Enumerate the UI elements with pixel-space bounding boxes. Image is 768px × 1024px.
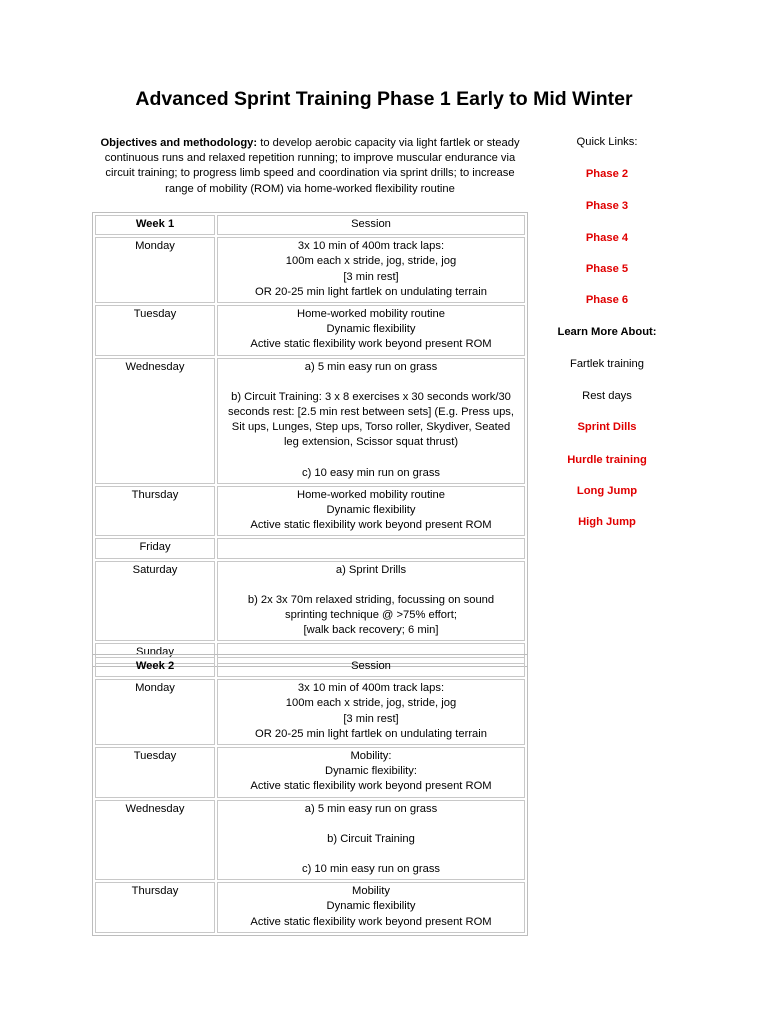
week-2-table	[92, 654, 528, 936]
link-long-jump[interactable]: Long Jump	[576, 485, 638, 497]
table-header-row	[95, 215, 525, 235]
day-cell: Wednesday	[95, 358, 215, 484]
spacer	[220, 451, 522, 466]
table-row	[95, 305, 525, 356]
link-fartlek-training[interactable]: Fartlek training	[570, 358, 644, 370]
session-cell	[217, 237, 525, 303]
session-line: b) Circuit Training	[327, 832, 415, 845]
day-cell: Monday	[95, 237, 215, 303]
spacer	[220, 817, 522, 832]
session-line: [3 min rest]	[343, 270, 399, 283]
link-phase-3[interactable]: Phase 3	[585, 200, 629, 212]
spacer	[220, 578, 522, 593]
session-line: Dynamic flexibility	[326, 504, 416, 517]
link-phase-6[interactable]: Phase 6	[585, 294, 629, 306]
session-line: Mobility	[352, 885, 390, 898]
session-cell	[217, 800, 525, 881]
session-line: Active static flexibility work beyond present ROM	[250, 780, 492, 793]
session-line: b) 2x 3x 70m relaxed striding, focussing on sound	[247, 593, 495, 606]
session-cell	[217, 679, 525, 745]
session-line: Active static flexibility work beyond present ROM	[250, 519, 492, 532]
link-high-jump[interactable]: High Jump	[578, 516, 636, 528]
link-phase-5[interactable]: Phase 5	[585, 263, 629, 275]
session-line: [3 min rest]	[343, 712, 399, 725]
table-row	[95, 486, 525, 537]
learn-more-label: Learn More About:	[557, 326, 657, 338]
session-line: Active static flexibility work beyond present ROM	[250, 338, 492, 351]
table-header-row	[95, 657, 525, 677]
session-line: [walk back recovery; 6 min]	[303, 624, 439, 637]
spacer	[220, 375, 522, 390]
table-row	[95, 358, 525, 484]
session-cell	[217, 882, 525, 933]
session-line: OR 20-25 min light fartlek on undulating terrain	[255, 727, 487, 740]
session-line: a) Sprint Drills	[335, 563, 407, 576]
table-row	[95, 747, 525, 798]
table-row	[95, 679, 525, 745]
session-line: Sit ups, Lunges, Step ups, Torso roller, Skydiver, Seated	[231, 421, 511, 434]
table-row	[95, 237, 525, 303]
session-header: Session	[217, 215, 525, 235]
session-cell	[217, 486, 525, 537]
day-cell: Saturday	[95, 561, 215, 642]
table-row	[95, 561, 525, 642]
link-hurdle-training[interactable]: Hurdle training	[567, 454, 647, 466]
session-line: c) 10 min easy run on grass	[301, 863, 441, 876]
spacer	[220, 847, 522, 862]
session-line: Dynamic flexibility	[326, 323, 416, 336]
link-sprint-dills[interactable]: Sprint Dills	[577, 421, 637, 433]
session-line: c) 10 easy min run on grass	[301, 466, 441, 479]
table-row	[95, 538, 525, 558]
session-line: Dynamic flexibility:	[324, 765, 417, 778]
session-line: sprinting technique @ >75% effort;	[285, 609, 457, 622]
session-line: 3x 10 min of 400m track laps:	[297, 682, 445, 695]
day-cell: Tuesday	[95, 305, 215, 356]
day-cell: Monday	[95, 679, 215, 745]
quick-links-label: Quick Links:	[576, 136, 638, 148]
session-line: a) 5 min easy run on grass	[304, 360, 438, 373]
table-row	[95, 800, 525, 881]
link-phase-2[interactable]: Phase 2	[585, 168, 629, 180]
session-line: seconds rest: [2.5 min rest between sets] (E.g. Press ups,	[227, 406, 515, 419]
session-cell	[217, 747, 525, 798]
session-cell	[217, 538, 525, 558]
day-cell: Tuesday	[95, 747, 215, 798]
session-line: a) 5 min easy run on grass	[304, 802, 438, 815]
session-cell	[217, 358, 525, 484]
objectives-text: to develop aerobic capacity via light fartlek or steady continuous runs and relaxed repetition running; to improve muscular endurance via circuit training; to progress limb speed and coordination via sprint drills; to increase range of mobility (ROM) via home-worked flexibility routine	[104, 137, 520, 195]
page-title: Advanced Sprint Training Phase 1 Early to Mid Winter	[135, 88, 633, 110]
day-cell: Thursday	[95, 486, 215, 537]
session-line: Home-worked mobility routine	[297, 308, 445, 321]
day-cell: Wednesday	[95, 800, 215, 881]
session-line: OR 20-25 min light fartlek on undulating terrain	[255, 285, 487, 298]
session-line: Active static flexibility work beyond present ROM	[250, 915, 492, 928]
session-line: 100m each x stride, jog, stride, jog	[285, 697, 457, 710]
session-cell	[217, 305, 525, 356]
week-header: Week 2	[95, 657, 215, 677]
session-header: Session	[217, 657, 525, 677]
table-row	[95, 882, 525, 933]
session-line: Mobility:	[350, 750, 392, 763]
session-line: 100m each x stride, jog, stride, jog	[285, 255, 457, 268]
day-cell: Thursday	[95, 882, 215, 933]
session-cell	[217, 561, 525, 642]
week-header: Week 1	[95, 215, 215, 235]
link-rest-days[interactable]: Rest days	[582, 390, 632, 402]
session-line: 3x 10 min of 400m track laps:	[297, 240, 445, 253]
day-cell: Sunday	[95, 643, 215, 663]
session-line: Home-worked mobility routine	[297, 488, 445, 501]
day-cell: Friday	[95, 538, 215, 558]
objectives-lead: Objectives and methodology:	[100, 137, 258, 149]
session-line: Dynamic flexibility	[326, 900, 416, 913]
link-phase-4[interactable]: Phase 4	[585, 232, 629, 244]
objectives-paragraph	[90, 136, 530, 197]
week-1-table	[92, 212, 528, 667]
session-line: leg extension, Scissor squat thrust)	[283, 436, 459, 449]
session-line: b) Circuit Training: 3 x 8 exercises x 30 seconds work/30	[231, 390, 511, 403]
